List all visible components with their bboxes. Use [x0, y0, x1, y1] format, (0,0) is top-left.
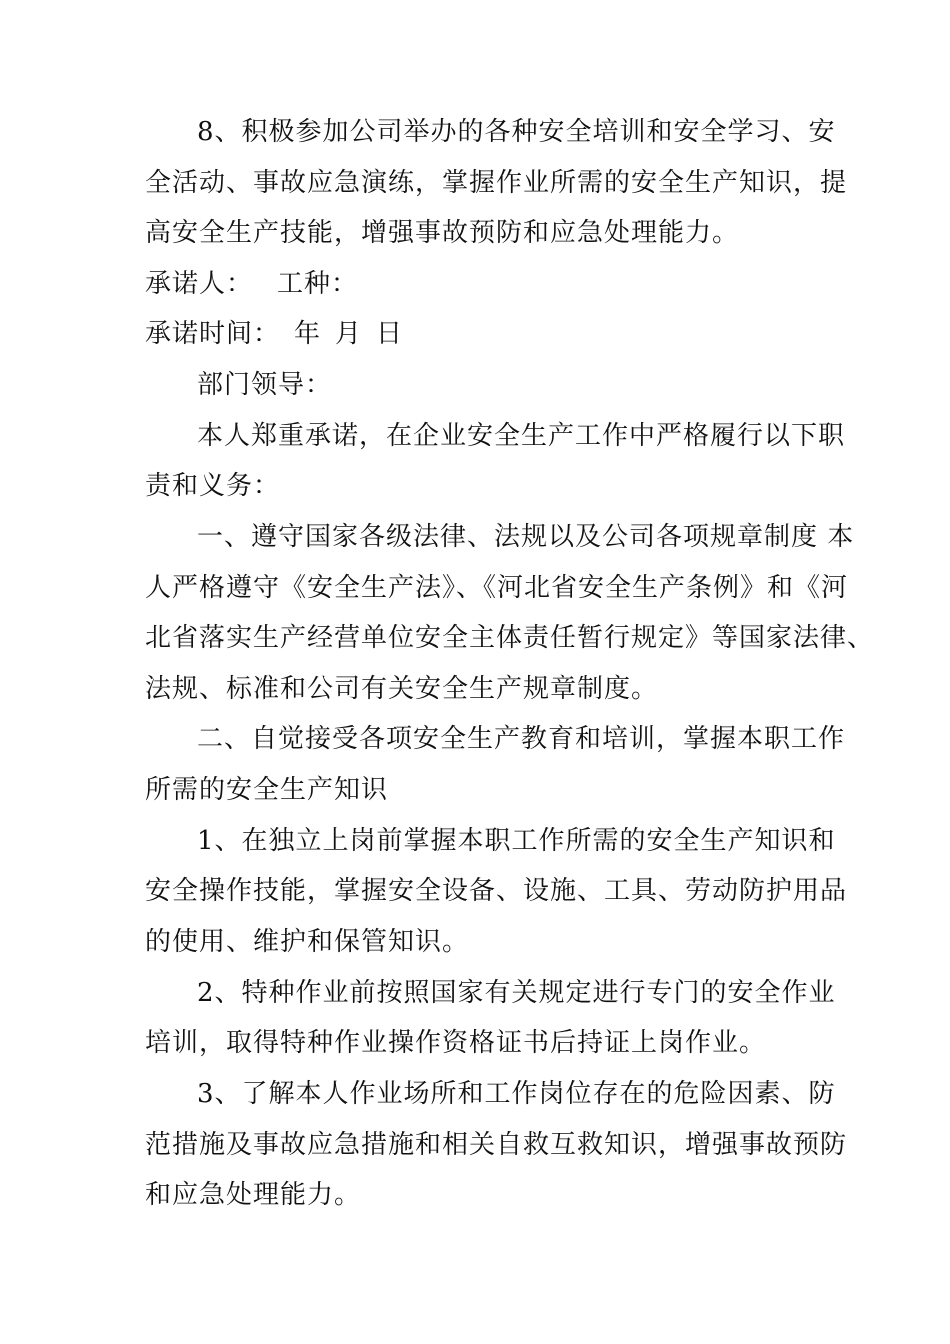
item-2-line-1: 2、特种作业前按照国家有关规定进行专门的安全作业: [197, 978, 836, 1008]
promisor-label: 承诺人：: [145, 269, 254, 299]
paragraph-8-line-2: 全活动、事故应急演练，掌握作业所需的安全生产知识，提: [145, 168, 848, 198]
department-leader-label: 部门领导：: [197, 370, 333, 400]
item-1-line-2: 安全操作技能，掌握安全设备、设施、工具、劳动防护用品: [145, 876, 848, 906]
item-1-line-1: 1、在独立上岗前掌握本职工作所需的安全生产知识和: [197, 826, 836, 856]
section-2-line-2: 所需的安全生产知识: [145, 775, 389, 805]
commitment-intro-line-1: 本人郑重承诺，在企业安全生产工作中严格履行以下职: [197, 421, 846, 451]
item-2-line-2: 培训，取得特种作业操作资格证书后持证上岗作业。: [145, 1028, 767, 1058]
year-label: 年: [294, 319, 322, 349]
paragraph-8-line-1: 8、积极参加公司举办的各种安全培训和安全学习、安: [197, 117, 836, 147]
item-3-line-2: 范措施及事故应急措施和相关自救互救知识，增强事故预防: [145, 1130, 848, 1160]
section-1-line-1: 一、遵守国家各级法律、法规以及公司各项规章制度 本: [197, 522, 855, 552]
job-type-label: 工种：: [277, 269, 359, 299]
section-1-line-4: 法规、标准和公司有关安全生产规章制度。: [145, 674, 659, 704]
paragraph-8-line-3: 高安全生产技能，增强事故预防和应急处理能力。: [145, 218, 740, 248]
signature-row: [145, 267, 845, 301]
item-3-line-3: 和应急处理能力。: [145, 1180, 362, 1210]
section-1-line-3: 北省落实生产经营单位安全主体责任暂行规定》等国家法律、: [145, 623, 875, 653]
promise-time-label: 承诺时间：: [145, 319, 281, 349]
promise-time-row: [145, 317, 845, 351]
month-label: 月: [335, 319, 363, 349]
section-1-line-2: 人严格遵守《安全生产法》、《河北省安全生产条例》和《河: [145, 573, 849, 603]
item-3-line-1: 3、了解本人作业场所和工作岗位存在的危险因素、防: [197, 1079, 836, 1109]
item-1-line-3: 的使用、维护和保管知识。: [145, 927, 470, 957]
section-2-line-1: 二、自觉接受各项安全生产教育和培训，掌握本职工作: [197, 724, 846, 754]
day-label: 日: [376, 319, 404, 349]
commitment-intro-line-2: 责和义务：: [145, 471, 281, 501]
